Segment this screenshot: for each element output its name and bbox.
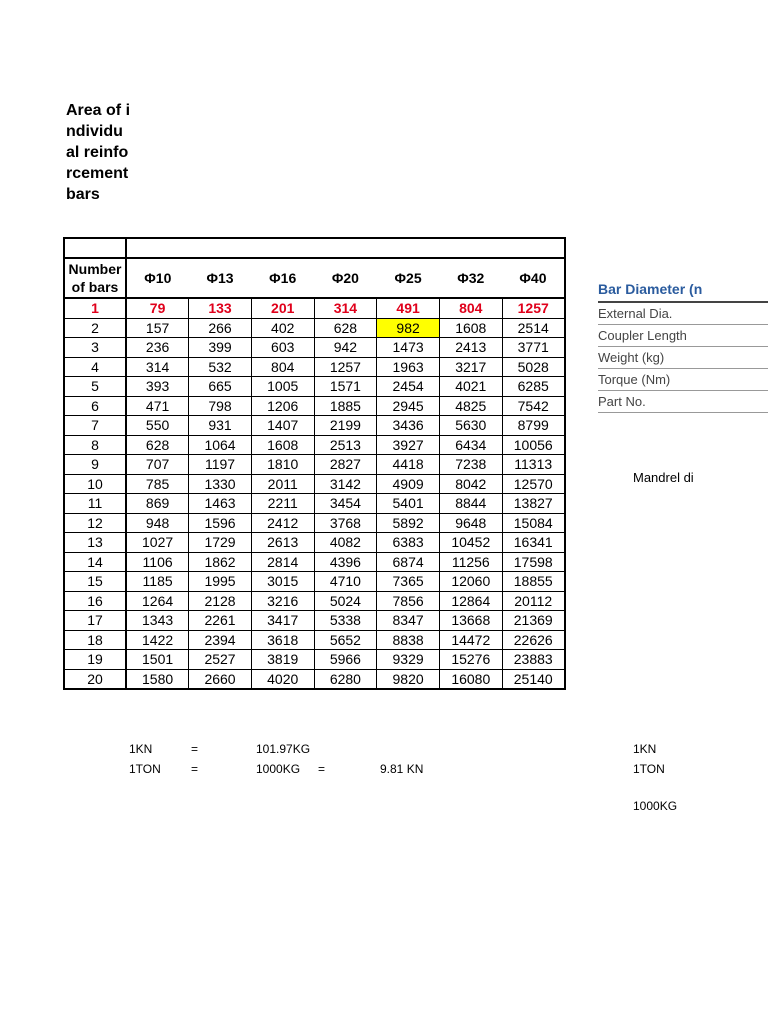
conv-ton-value: 1000KG [256, 762, 301, 776]
area-cell: 2814 [251, 552, 314, 572]
area-cell: 236 [126, 338, 189, 358]
area-cell: 1608 [439, 318, 502, 338]
area-cell: 2513 [314, 435, 377, 455]
area-cell: 8347 [377, 611, 440, 631]
bar-count-cell: 14 [64, 552, 126, 572]
area-cell: 5652 [314, 630, 377, 650]
area-cell: 6285 [502, 377, 565, 397]
bar-count-cell: 2 [64, 318, 126, 338]
spec-row: External Dia. [598, 303, 768, 325]
area-cell: 8838 [377, 630, 440, 650]
area-cell: 5028 [502, 357, 565, 377]
area-cell: 3618 [251, 630, 314, 650]
conv-kn-value: 101.97KG [256, 742, 311, 756]
table-row [64, 377, 565, 397]
area-cell: 1064 [189, 435, 252, 455]
area-cell: 6434 [439, 435, 502, 455]
area-cell: 1407 [251, 416, 314, 436]
area-cell: 5401 [377, 494, 440, 514]
area-cell: 2514 [502, 318, 565, 338]
area-cell: 471 [126, 396, 189, 416]
table-row [64, 630, 565, 650]
bar-count-cell: 17 [64, 611, 126, 631]
bar-count-cell: 7 [64, 416, 126, 436]
area-cell: 2413 [439, 338, 502, 358]
column-header-diameter: Φ13 [189, 258, 252, 298]
bar-count-cell: 1 [64, 298, 126, 318]
area-cell: 1027 [126, 533, 189, 553]
column-header-number-of-bars: Number of bars [64, 258, 126, 298]
area-cell: 4825 [439, 396, 502, 416]
area-cell: 5630 [439, 416, 502, 436]
area-cell: 3142 [314, 474, 377, 494]
area-cell: 1257 [314, 357, 377, 377]
area-cell: 4021 [439, 377, 502, 397]
area-cell: 23883 [502, 650, 565, 670]
column-header-diameter: Φ10 [126, 258, 189, 298]
area-cell: 1206 [251, 396, 314, 416]
area-cell: 1885 [314, 396, 377, 416]
conv-kn-label: 1KN [129, 742, 153, 756]
area-cell: 2261 [189, 611, 252, 631]
area-cell: 25140 [502, 669, 565, 689]
bar-count-cell: 8 [64, 435, 126, 455]
table-row [64, 396, 565, 416]
rebar-area-table [63, 237, 566, 690]
area-cell: 628 [126, 435, 189, 455]
area-cell: 1810 [251, 455, 314, 475]
area-cell: 11313 [502, 455, 565, 475]
area-cell: 201 [251, 298, 314, 318]
area-cell: 1729 [189, 533, 252, 553]
area-cell: 1106 [126, 552, 189, 572]
area-cell: 603 [251, 338, 314, 358]
area-cell: 9648 [439, 513, 502, 533]
area-cell: 15276 [439, 650, 502, 670]
bar-count-cell: 4 [64, 357, 126, 377]
area-cell: 20112 [502, 591, 565, 611]
area-cell: 5024 [314, 591, 377, 611]
area-cell: 9820 [377, 669, 440, 689]
area-cell: 1473 [377, 338, 440, 358]
bar-count-cell: 12 [64, 513, 126, 533]
area-cell: 2412 [251, 513, 314, 533]
conv-ton-kn: 9.81 KN [380, 762, 424, 776]
area-cell: 4396 [314, 552, 377, 572]
conv-eq-2: = [191, 762, 199, 776]
area-cell: 14472 [439, 630, 502, 650]
area-cell: 1501 [126, 650, 189, 670]
area-cell: 3015 [251, 572, 314, 592]
area-cell: 6874 [377, 552, 440, 572]
mandrel-label: Mandrel di [633, 470, 694, 485]
column-header-diameter: Φ25 [377, 258, 440, 298]
bar-count-cell: 11 [64, 494, 126, 514]
column-header-diameter: Φ40 [502, 258, 565, 298]
area-cell: 3436 [377, 416, 440, 436]
conv-right-kn: 1KN [633, 742, 657, 756]
area-cell: 10056 [502, 435, 565, 455]
table-row [64, 455, 565, 475]
area-cell: 665 [189, 377, 252, 397]
area-cell: 532 [189, 357, 252, 377]
area-cell: 3217 [439, 357, 502, 377]
area-cell: 17598 [502, 552, 565, 572]
table-row [64, 318, 565, 338]
area-cell: 2454 [377, 377, 440, 397]
spec-row: Weight (kg) [598, 347, 768, 369]
area-cell: 1571 [314, 377, 377, 397]
area-cell: 1343 [126, 611, 189, 631]
table-row [64, 474, 565, 494]
area-cell: 1463 [189, 494, 252, 514]
area-cell: 4418 [377, 455, 440, 475]
area-cell: 3927 [377, 435, 440, 455]
table-row [64, 650, 565, 670]
table-row [64, 611, 565, 631]
area-cell: 12864 [439, 591, 502, 611]
area-cell: 16080 [439, 669, 502, 689]
spec-row: Part No. [598, 391, 768, 413]
area-cell: 798 [189, 396, 252, 416]
area-cell: 6383 [377, 533, 440, 553]
area-cell: 12570 [502, 474, 565, 494]
area-cell: 266 [189, 318, 252, 338]
area-cell: 10452 [439, 533, 502, 553]
area-cell: 3216 [251, 591, 314, 611]
area-cell: 79 [126, 298, 189, 318]
area-cell: 133 [189, 298, 252, 318]
area-cell: 2945 [377, 396, 440, 416]
bar-count-cell: 16 [64, 591, 126, 611]
area-cell: 4020 [251, 669, 314, 689]
conv-ton-label: 1TON [129, 762, 161, 776]
coupler-spec-panel [598, 279, 768, 413]
bar-count-cell: 3 [64, 338, 126, 358]
table-row [64, 552, 565, 572]
area-cell: 15084 [502, 513, 565, 533]
area-cell: 1330 [189, 474, 252, 494]
area-cell: 13827 [502, 494, 565, 514]
area-cell: 8042 [439, 474, 502, 494]
conv-right-kg: 1000KG [633, 799, 678, 813]
area-cell: 1862 [189, 552, 252, 572]
area-cell: 942 [314, 338, 377, 358]
table-row [64, 513, 565, 533]
area-cell: 5966 [314, 650, 377, 670]
area-cell: 2211 [251, 494, 314, 514]
table-row [64, 298, 565, 318]
spec-header: Bar Diameter (n [598, 279, 768, 303]
bar-count-cell: 6 [64, 396, 126, 416]
area-cell: 18855 [502, 572, 565, 592]
area-cell: 7542 [502, 396, 565, 416]
area-cell: 314 [314, 298, 377, 318]
bar-count-cell: 5 [64, 377, 126, 397]
area-cell: 157 [126, 318, 189, 338]
area-cell: 1257 [502, 298, 565, 318]
area-cell: 8844 [439, 494, 502, 514]
area-cell: 399 [189, 338, 252, 358]
area-cell: 5892 [377, 513, 440, 533]
area-cell: 314 [126, 357, 189, 377]
column-header-diameter: Φ16 [251, 258, 314, 298]
area-cell: 804 [439, 298, 502, 318]
area-cell: 1608 [251, 435, 314, 455]
area-cell: 1963 [377, 357, 440, 377]
conv-eq-3: = [318, 762, 326, 776]
area-cell: 1185 [126, 572, 189, 592]
area-cell: 707 [126, 455, 189, 475]
area-cell: 2660 [189, 669, 252, 689]
area-cell: 1197 [189, 455, 252, 475]
area-cell: 2128 [189, 591, 252, 611]
area-cell: 1422 [126, 630, 189, 650]
area-cell: 550 [126, 416, 189, 436]
area-cell: 8799 [502, 416, 565, 436]
area-cell: 804 [251, 357, 314, 377]
area-cell: 869 [126, 494, 189, 514]
table-row [64, 533, 565, 553]
area-cell: 13668 [439, 611, 502, 631]
conv-right-ton: 1TON [633, 762, 665, 776]
area-cell: 11256 [439, 552, 502, 572]
area-cell: 7238 [439, 455, 502, 475]
area-cell: 4082 [314, 533, 377, 553]
area-cell: 21369 [502, 611, 565, 631]
bar-count-cell: 13 [64, 533, 126, 553]
bar-count-cell: 15 [64, 572, 126, 592]
area-cell: 3771 [502, 338, 565, 358]
area-cell: 6280 [314, 669, 377, 689]
area-cell: 3819 [251, 650, 314, 670]
column-header-diameter: Φ20 [314, 258, 377, 298]
area-cell: 628 [314, 318, 377, 338]
area-cell: 1995 [189, 572, 252, 592]
area-cell: 1580 [126, 669, 189, 689]
area-cell: 9329 [377, 650, 440, 670]
area-cell: 2527 [189, 650, 252, 670]
table-row [64, 338, 565, 358]
area-cell: 1005 [251, 377, 314, 397]
table-header-row [64, 258, 565, 298]
table-row [64, 591, 565, 611]
area-cell: 2613 [251, 533, 314, 553]
table-row [64, 669, 565, 689]
table-row [64, 572, 565, 592]
area-cell: 393 [126, 377, 189, 397]
area-cell: 1596 [189, 513, 252, 533]
bar-count-cell: 18 [64, 630, 126, 650]
conv-eq-1: = [191, 742, 199, 756]
area-cell: 948 [126, 513, 189, 533]
area-cell: 2199 [314, 416, 377, 436]
area-cell: 491 [377, 298, 440, 318]
area-cell: 931 [189, 416, 252, 436]
spec-row: Torque (Nm) [598, 369, 768, 391]
bar-count-cell: 10 [64, 474, 126, 494]
area-cell: 2827 [314, 455, 377, 475]
bar-count-cell: 19 [64, 650, 126, 670]
table-row [64, 416, 565, 436]
sheet-title: Area of individual reinforcement bars [66, 102, 131, 203]
area-cell: 4909 [377, 474, 440, 494]
table-row [64, 494, 565, 514]
area-cell: 402 [251, 318, 314, 338]
area-cell: 3417 [251, 611, 314, 631]
area-cell: 7856 [377, 591, 440, 611]
bar-count-cell: 20 [64, 669, 126, 689]
bar-count-cell: 9 [64, 455, 126, 475]
area-cell: 7365 [377, 572, 440, 592]
table-top-blank-row [64, 238, 565, 258]
area-cell: 22626 [502, 630, 565, 650]
area-cell: 16341 [502, 533, 565, 553]
area-cell: 5338 [314, 611, 377, 631]
table-row [64, 435, 565, 455]
area-cell: 12060 [439, 572, 502, 592]
area-cell: 4710 [314, 572, 377, 592]
table-row [64, 357, 565, 377]
area-cell: 2394 [189, 630, 252, 650]
spec-row: Coupler Length [598, 325, 768, 347]
area-cell: 2011 [251, 474, 314, 494]
area-cell: 3768 [314, 513, 377, 533]
area-cell: 3454 [314, 494, 377, 514]
area-cell: 982 [377, 318, 440, 338]
area-cell: 785 [126, 474, 189, 494]
column-header-diameter: Φ32 [439, 258, 502, 298]
area-cell: 1264 [126, 591, 189, 611]
